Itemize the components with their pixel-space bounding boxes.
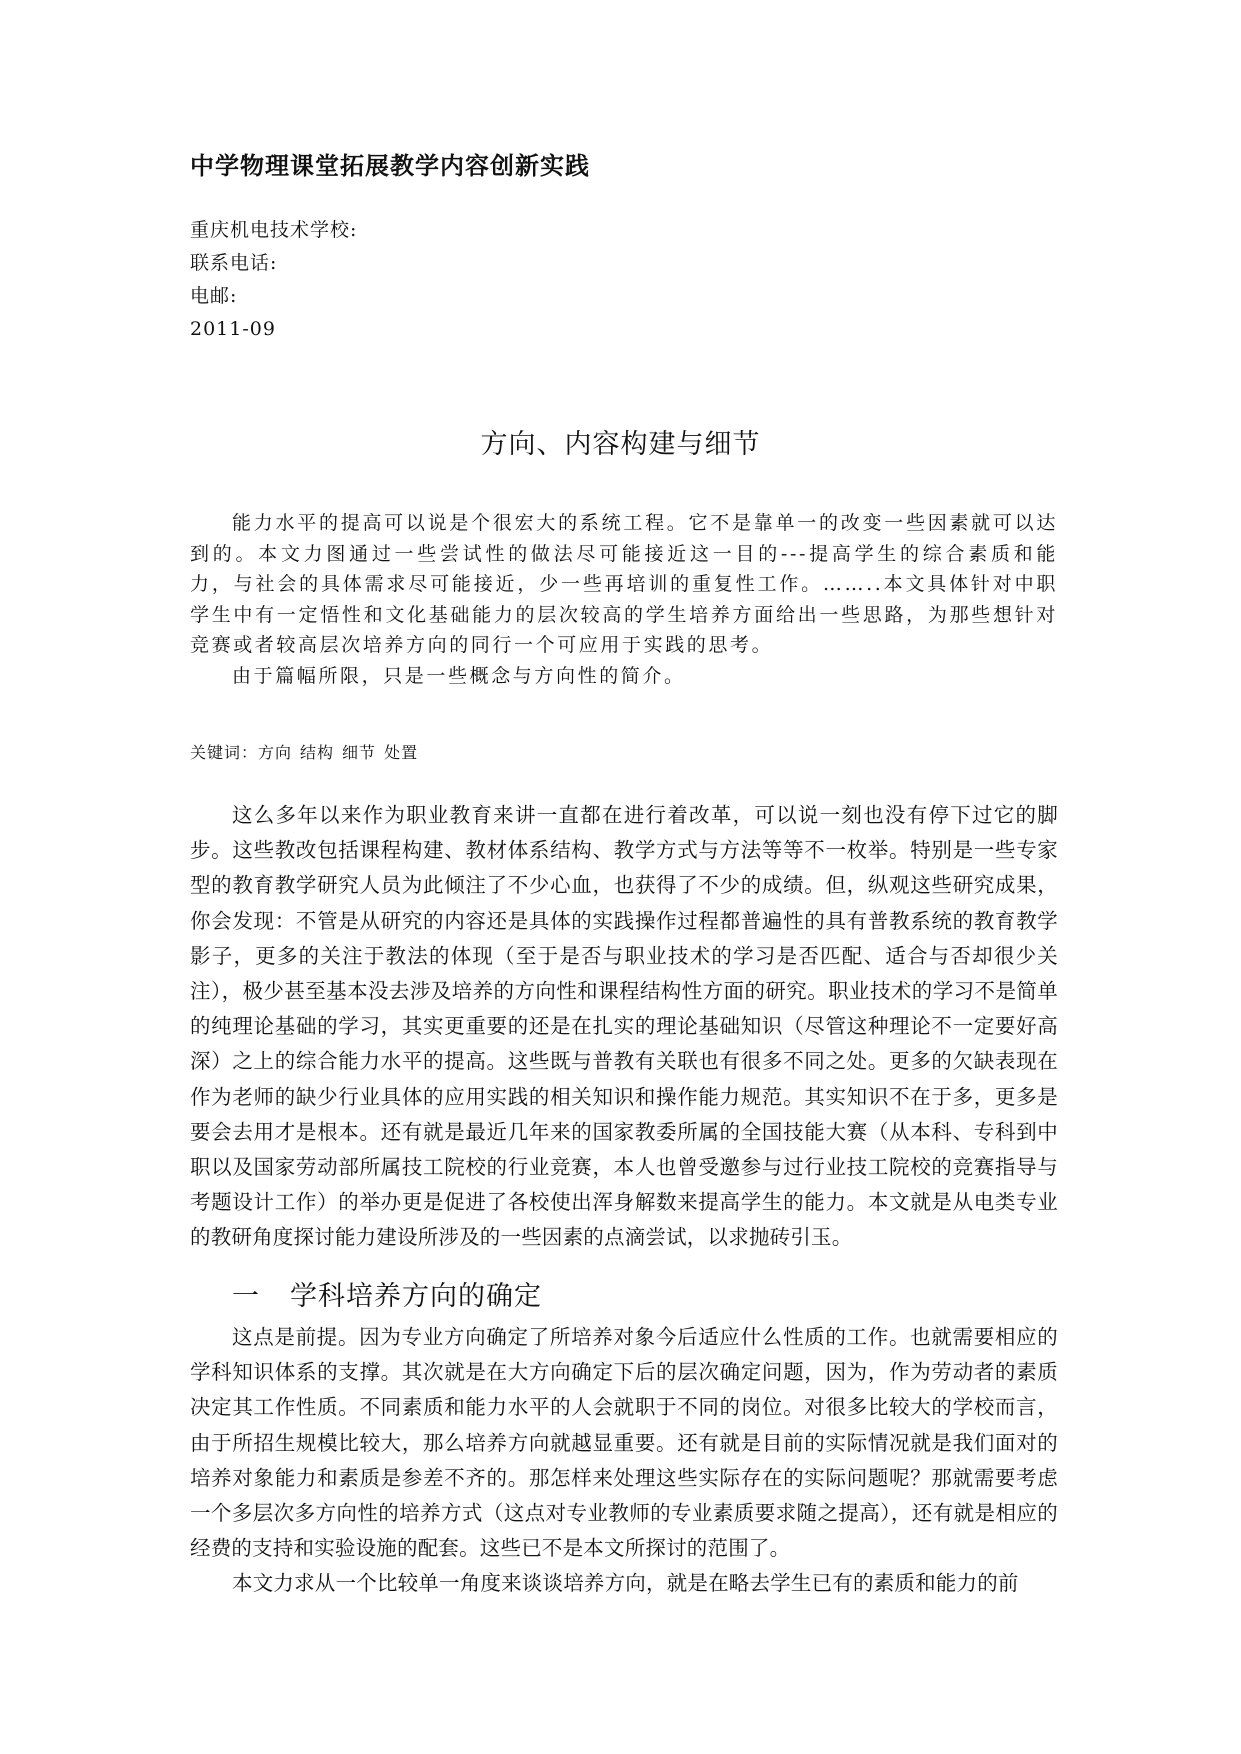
section-heading bbox=[232, 1274, 542, 1313]
heading-number: 一 bbox=[232, 1281, 260, 1312]
intro-section bbox=[190, 798, 1058, 1256]
keywords-label: 关键词： bbox=[190, 743, 259, 762]
phone-line: 联系电话: bbox=[190, 252, 278, 274]
section-title: 方向、内容构建与细节 bbox=[480, 429, 761, 460]
keyword: 细节 bbox=[342, 743, 377, 762]
school-line: 重庆机电技术学校: bbox=[190, 219, 358, 241]
heading-text: 学科培养方向的确定 bbox=[290, 1281, 542, 1312]
keyword: 处置 bbox=[384, 743, 419, 762]
author-info bbox=[190, 214, 357, 346]
document-title: 中学物理课堂拓展教学内容创新实践 bbox=[190, 152, 590, 180]
body-paragraph: 这点是前提。因为专业方向确定了所培养对象今后适应什么性质的工作。也就需要相应的学科知识体系的支撑。其次就是在大方向确定下后的层次确定问题，因为，作为劳动者的素质决定其工作性质。不同素质和能力水平的人会就职于不同的岗位。对很多比较大的学校而言，由于所招生规模比较大，那么培养方向就越显重要。还有就是目前的实际情况就是我们面对的培养对象能力和素质是参差不齐的。那怎样来处理这些实际存在的实际问题呢？那就需要考虑一个多层次多方向性的培养方式（这点对专业教师的专业素质要求随之提高），还有就是相应的经费的支持和实验设施的配套。这些已不是本文所探讨的范围了。 bbox=[190, 1325, 1058, 1561]
keyword: 方向 bbox=[258, 743, 293, 762]
keyword: 结构 bbox=[300, 743, 335, 762]
abstract-paragraph: 由于篇幅所限，只是一些概念与方向性的简介。 bbox=[232, 664, 686, 687]
abstract-paragraph: 能力水平的提高可以说是个很宏大的系统工程。它不是靠单一的改变一些因素就可以达到的。本文力图通过一些尝试性的做法尽可能接近这一目的---提高学生的综合素质和能力，与社会的具体需求尽可能接近，少一些再培训的重复性工作。……..本文具体针对中职学生中有一定悟性和文化基础能力的层次较高的学生培养方面给出一些思路，为那些想针对竞赛或者较高层次培养方向的同行一个可应用于实践的思考。 bbox=[190, 512, 1058, 656]
abstract bbox=[190, 508, 1058, 691]
body-paragraph: 本文力求从一个比较单一角度来谈谈培养方向，就是在略去学生已有的素质和能力的前 bbox=[232, 1571, 1019, 1596]
section1-body bbox=[190, 1320, 1058, 1602]
date-line: 2011-09 bbox=[190, 318, 276, 340]
keywords bbox=[190, 740, 426, 763]
body-paragraph: 这么多年以来作为职业教育来讲一直都在进行着改革，可以说一刻也没有停下过它的脚步。这些教改包括课程构建、教材体系结构、教学方式与方法等等不一枚举。特别是一些专家型的教育教学研究人员为此倾注了不少心血，也获得了不少的成绩。但，纵观这些研究成果，你会发现：不管是从研究的内容还是具体的实践操作过程都普遍性的具有普教系统的教育教学影子，更多的关注于教法的体现（至于是否与职业技术的学习是否匹配、适合与否却很少关注），极少甚至基本没去涉及培养的方向性和课程结构性方面的研究。职业技术的学习不是简单的纯理论基础的学习，其实更重要的还是在扎实的理论基础知识（尽管这种理论不一定要好高深）之上的综合能力水平的提高。这些既与普教有关联也有很多不同之处。更多的欠缺表现在作为老师的缺少行业具体的应用实践的相关知识和操作能力规范。其实知识不在于多，更多是要会去用才是根本。还有就是最近几年来的国家教委所属的全国技能大赛（从本科、专科到中职以及国家劳动部所属技工院校的行业竞赛，本人也曾受邀参与过行业技工院校的竞赛指导与考题设计工作）的举办更是促进了各校使出浑身解数来提高学生的能力。本文就是从电类专业的教研角度探讨能力建设所涉及的一些因素的点滴尝试，以求抛砖引玉。 bbox=[190, 803, 1058, 1250]
email-line: 电邮: bbox=[190, 285, 238, 307]
